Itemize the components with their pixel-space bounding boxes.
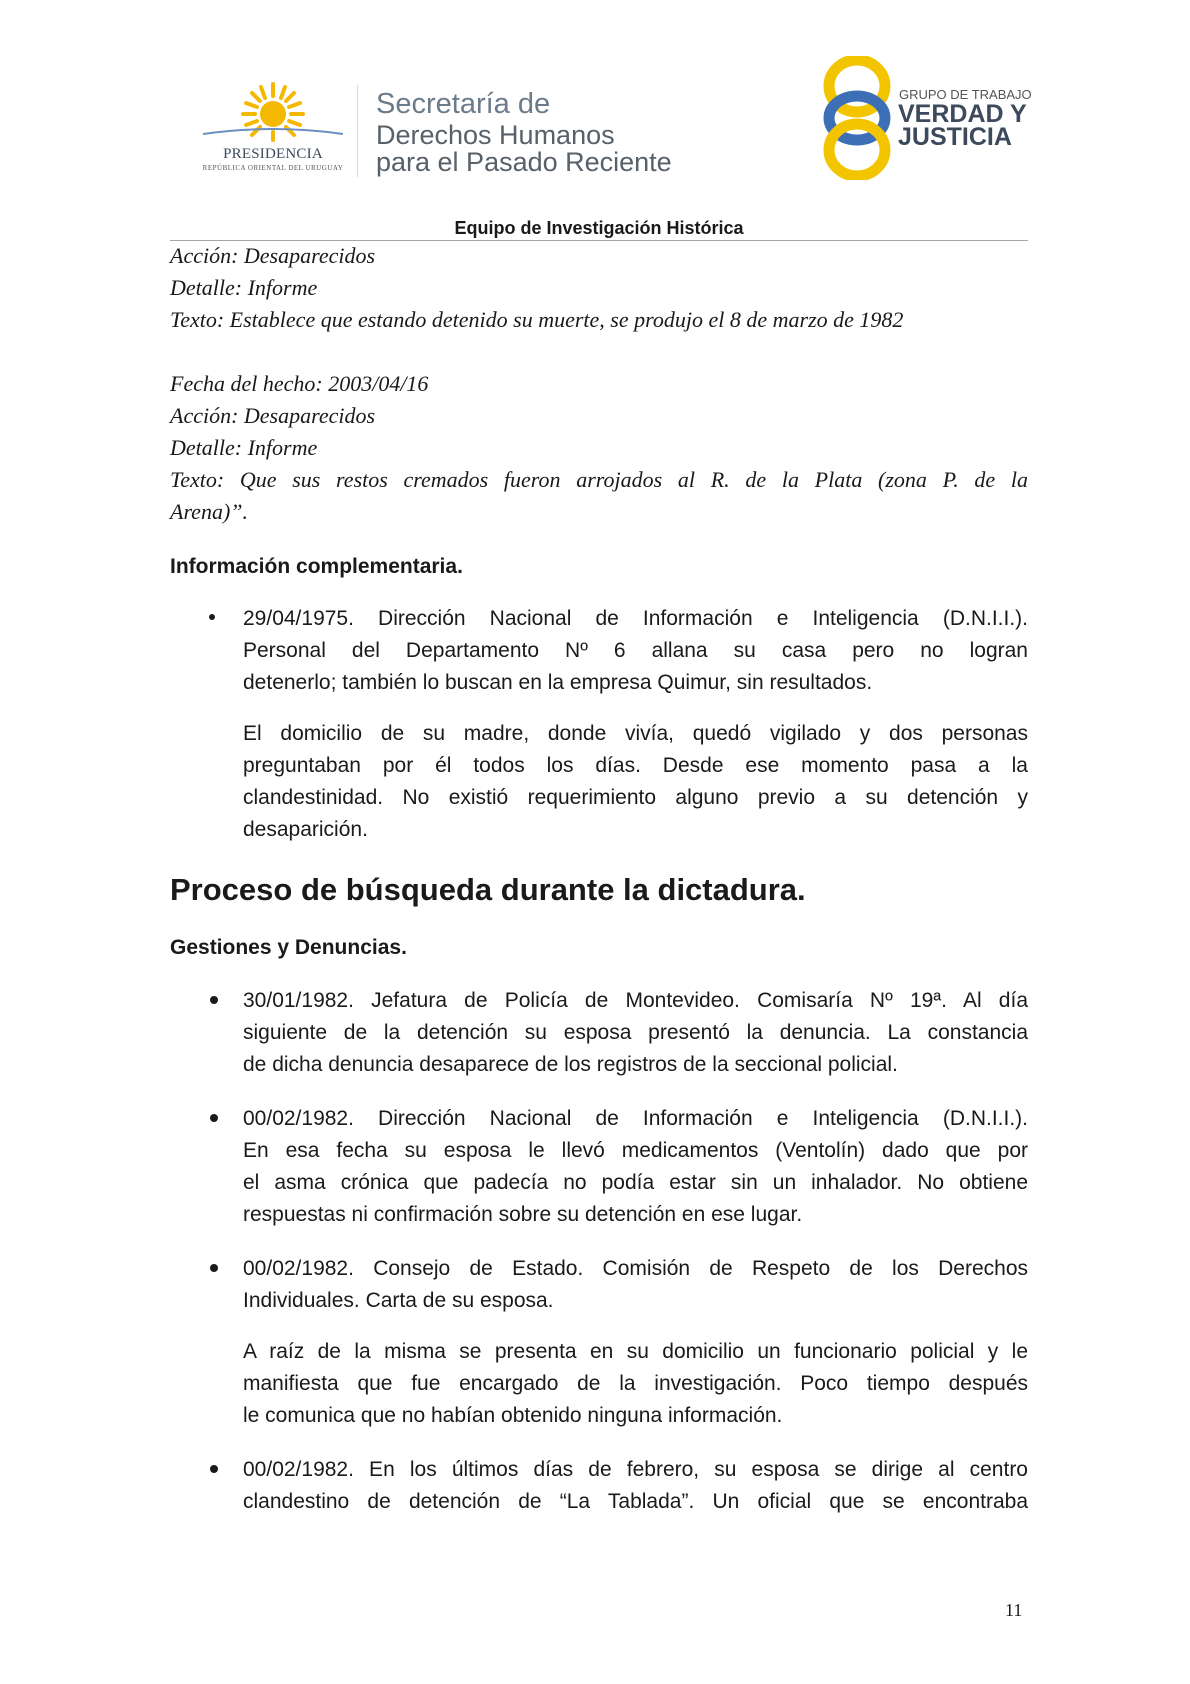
info-paragraph-line-3: clandestinidad. No existió requerimiento alguno previo a su detención y	[243, 786, 1028, 809]
entry-2-texto-line-1: Texto: Que sus restos cremados fueron arrojados al R. de la Plata (zona P. de la	[170, 467, 1028, 492]
info-heading: Información complementaria.	[170, 555, 463, 578]
gvj-title-line-2: JUSTICIA	[898, 123, 1012, 151]
gestion-3-paragraph-line-3: le comunica que no habían obtenido ninguna información.	[243, 1404, 783, 1427]
gestion-2-line-1: 00/02/1982. Dirección Nacional de Información e Inteligencia (D.N.I.I.).	[243, 1107, 1028, 1130]
secretaria-line-1: Secretaría de	[376, 88, 551, 120]
verdad-justicia-logo	[822, 56, 892, 180]
header-divider	[357, 85, 358, 177]
entry-1-texto: Texto: Establece que estando detenido su muerte, se produjo el 8 de marzo de 1982	[170, 307, 904, 332]
gestion-4-line-1: 00/02/1982. En los últimos días de febrero, su esposa se dirige al centro	[243, 1458, 1028, 1481]
gestion-1-line-3: de dicha denuncia desaparece de los registros de la seccional policial.	[243, 1053, 898, 1076]
gestion-2-line-2: En esa fecha su esposa le llevó medicamentos (Ventolín) dado que por	[243, 1139, 1028, 1162]
entry-2-detalle: Detalle: Informe	[170, 435, 318, 460]
bullet-gestion-2	[210, 1114, 218, 1122]
entry-2-accion: Acción: Desaparecidos	[170, 403, 376, 428]
gestion-3-paragraph-line-2: manifiesta que fue encargado de la investigación. Poco tiempo después	[243, 1372, 1028, 1395]
team-heading: Equipo de Investigación Histórica	[454, 218, 744, 238]
entry-2-texto-line-2: Arena)”.	[170, 499, 249, 524]
gvj-title-line-1: VERDAD Y	[898, 100, 1027, 128]
info-paragraph-line-4: desaparición.	[243, 818, 368, 841]
gestion-1-line-1: 30/01/1982. Jefatura de Policía de Montevideo. Comisaría Nº 19ª. Al día	[243, 989, 1028, 1012]
gvj-small-label: GRUPO DE TRABAJO	[899, 87, 1032, 102]
info-bullet-1-line-1: 29/04/1975. Dirección Nacional de Información e Inteligencia (D.N.I.I.).	[243, 607, 1028, 630]
info-paragraph-line-1: El domicilio de su madre, donde vivía, quedó vigilado y dos personas	[243, 722, 1028, 745]
entry-1-detalle: Detalle: Informe	[170, 275, 318, 300]
presidencia-label: PRESIDENCIA	[223, 146, 323, 162]
bullet-gestion-3	[210, 1264, 218, 1272]
gestion-3-line-1: 00/02/1982. Consejo de Estado. Comisión de Respeto de los Derechos	[243, 1257, 1028, 1280]
entry-2-fecha: Fecha del hecho: 2003/04/16	[170, 371, 429, 396]
secretaria-line-3: para el Pasado Reciente	[376, 147, 672, 177]
page-number: 11	[1005, 1600, 1023, 1620]
proceso-heading: Proceso de búsqueda durante la dictadura.	[170, 872, 806, 907]
gestion-3-line-2: Individuales. Carta de su esposa.	[243, 1289, 554, 1312]
gestion-2-line-4: respuestas ni confirmación sobre su detención en ese lugar.	[243, 1203, 803, 1226]
gestion-4-line-2: clandestino de detención de “La Tablada”. Un oficial que se encontraba	[243, 1490, 1028, 1513]
secretaria-line-2: Derechos Humanos	[376, 120, 615, 150]
info-paragraph-line-2: preguntaban por él todos los días. Desde ese momento pasa a la	[243, 754, 1028, 777]
gestion-1-line-2: siguiente de la detención su esposa presentó la denuncia. La constancia	[243, 1021, 1028, 1044]
bullet-info-1	[209, 614, 215, 620]
bullet-gestion-4	[210, 1465, 218, 1473]
gestion-2-line-3: el asma crónica que padecía no podía estar sin un inhalador. No obtiene	[243, 1171, 1028, 1194]
presidencia-subtitle: REPÚBLICA ORIENTAL DEL URUGUAY	[202, 164, 344, 172]
bullet-gestion-1	[210, 996, 218, 1004]
gestion-3-paragraph-line-1: A raíz de la misma se presenta en su domicilio un funcionario policial y le	[243, 1340, 1028, 1363]
info-bullet-1-line-3: detenerlo; también lo buscan en la empresa Quimur, sin resultados.	[243, 671, 873, 694]
info-bullet-1-line-2: Personal del Departamento Nº 6 allana su casa pero no logran	[243, 639, 1028, 662]
gestiones-heading: Gestiones y Denuncias.	[170, 936, 407, 959]
entry-1-accion: Acción: Desaparecidos	[170, 243, 376, 268]
